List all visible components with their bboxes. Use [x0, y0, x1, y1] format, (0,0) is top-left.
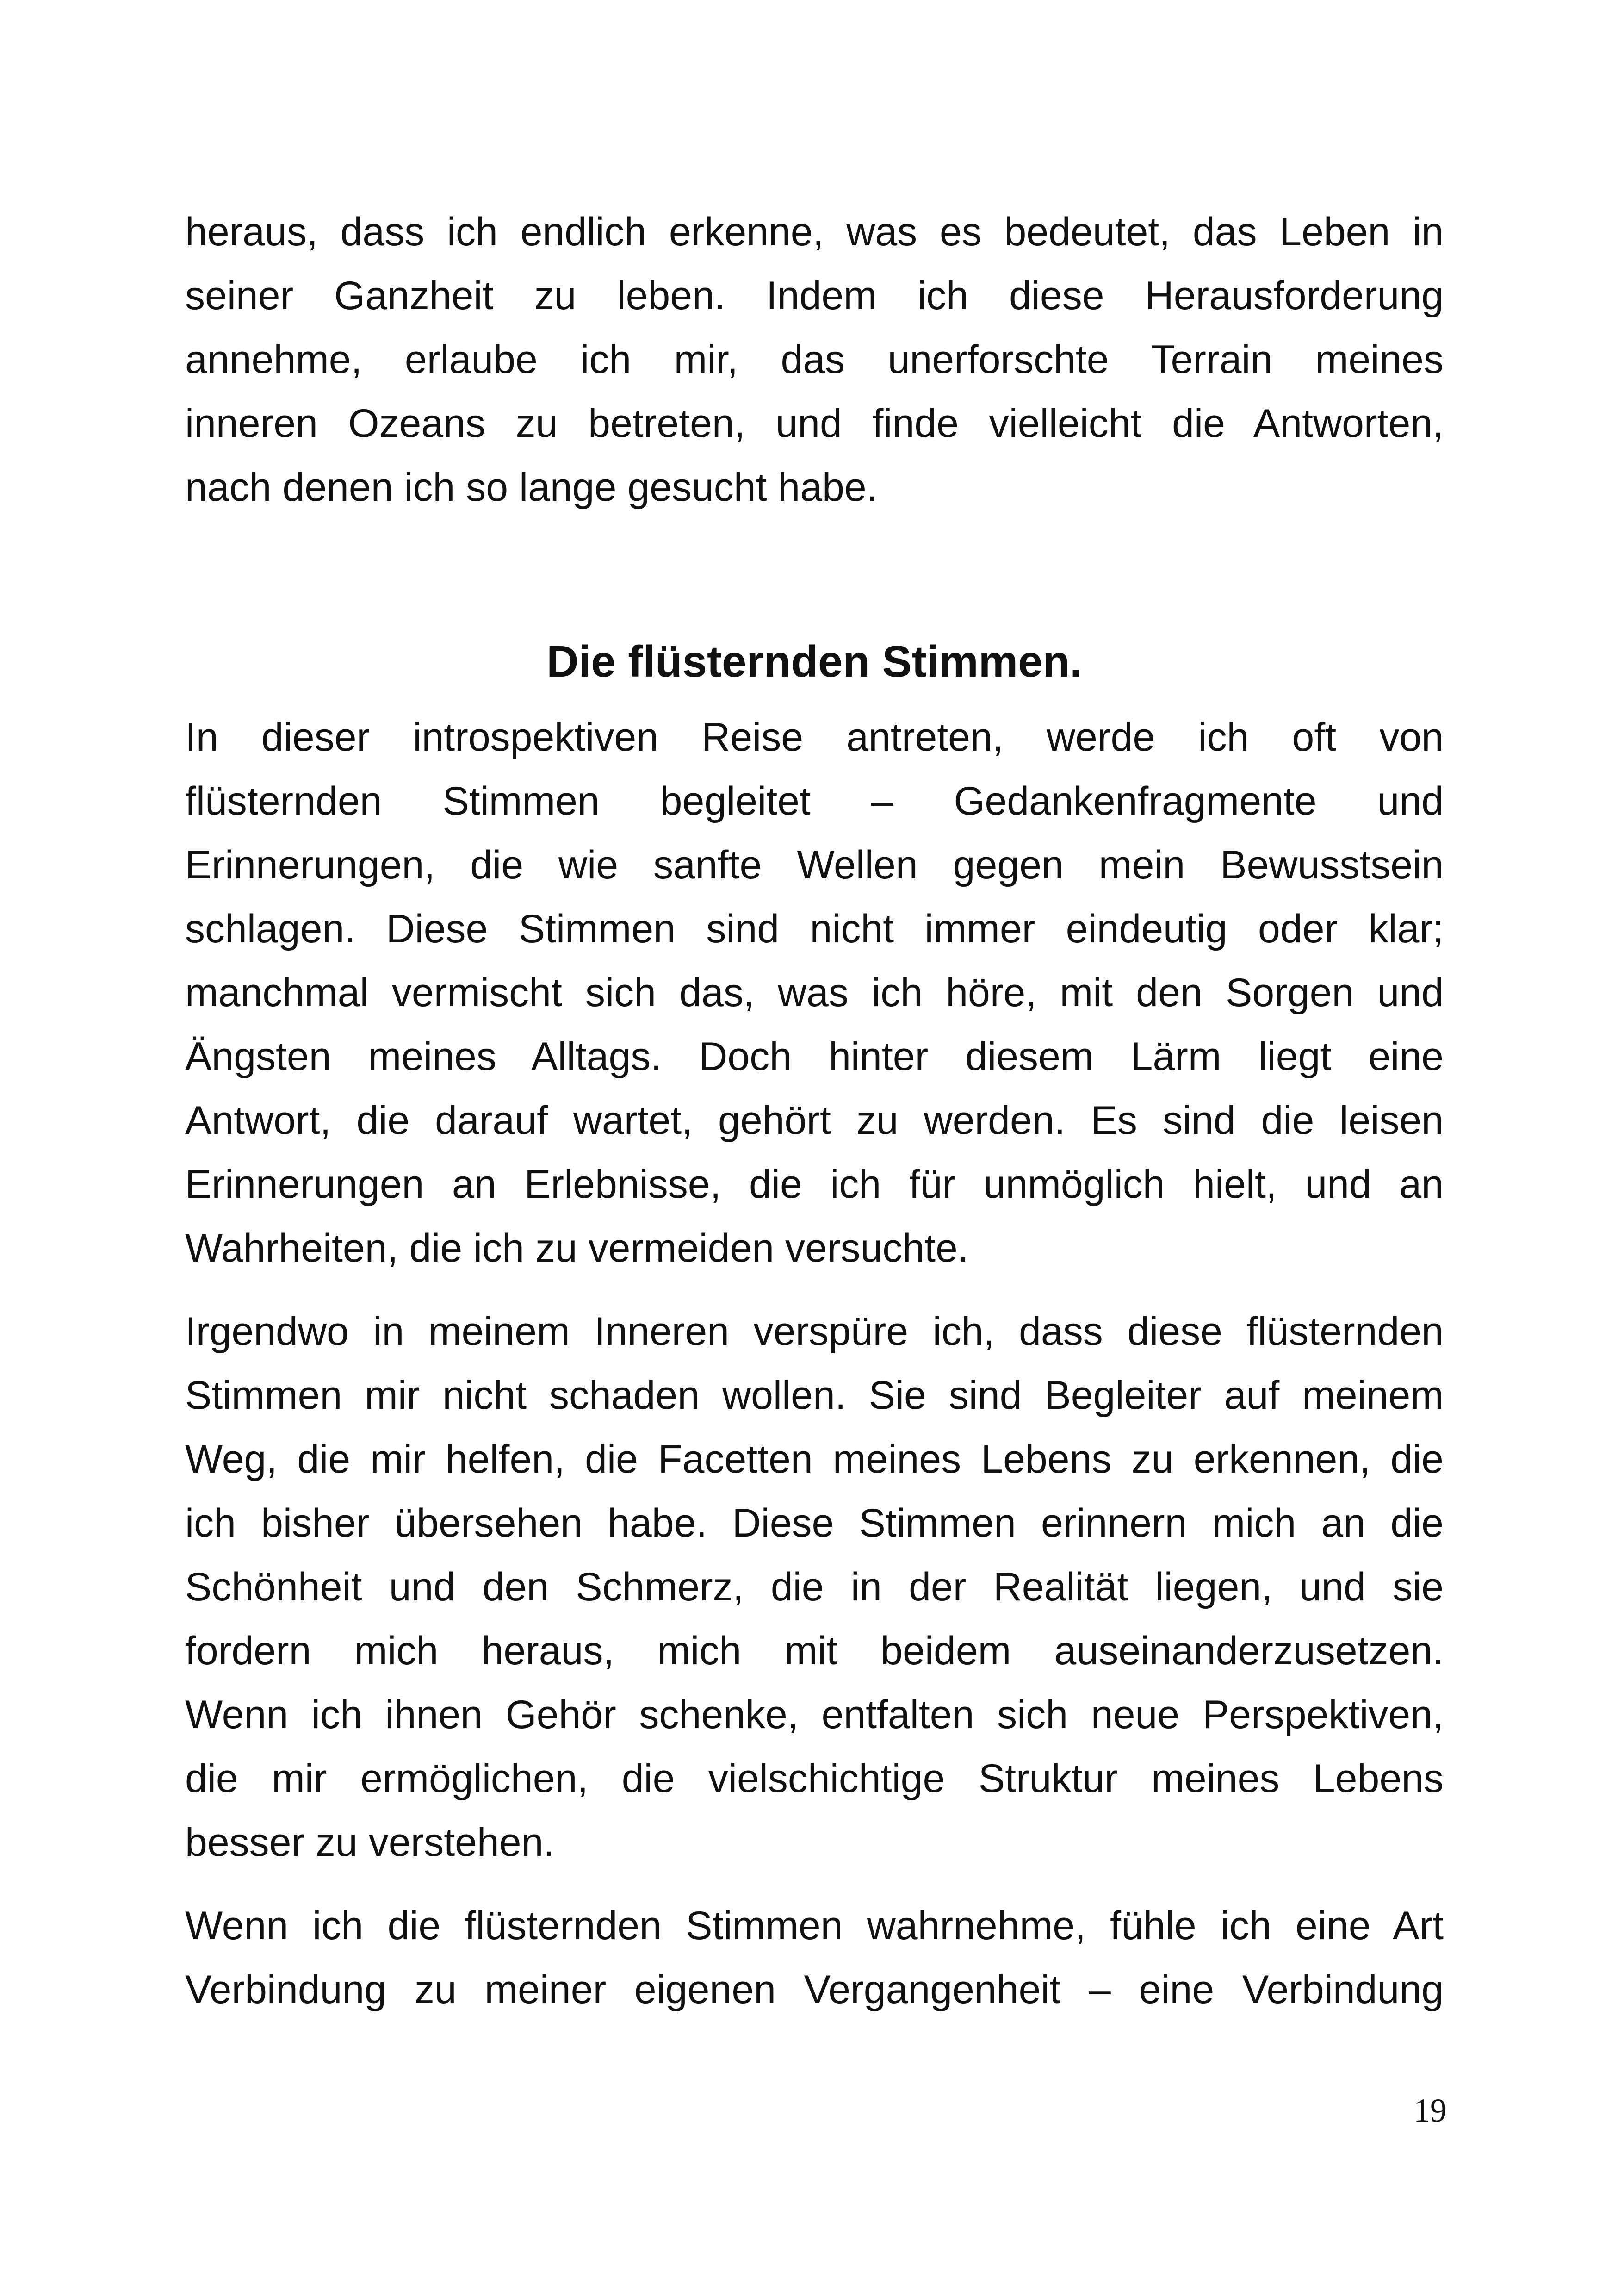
text-line: Weg, die mir helfen, die Facetten meines Lebens zu erkennen, die [185, 1437, 1444, 1481]
paragraph-intro [185, 200, 1444, 519]
text-line: fordern mich heraus, mich mit beidem auseinanderzusetzen. [185, 1629, 1444, 1673]
section-heading: Die flüsternden Stimmen. [546, 637, 1082, 686]
text-line: nach denen ich so lange gesucht habe. [185, 465, 878, 510]
text-line: schlagen. Diese Stimmen sind nicht immer eindeutig oder klar; [185, 907, 1444, 951]
text-line: heraus, dass ich endlich erkenne, was es bedeutet, das Leben in [185, 210, 1444, 254]
text-line: manchmal vermischt sich das, was ich höre, mit den Sorgen und [185, 971, 1444, 1015]
text-line: flüsternden Stimmen begleitet – Gedankenfragmente und [185, 779, 1444, 823]
page-number: 19 [1413, 2092, 1447, 2129]
paragraph [185, 1894, 1444, 2022]
text-line: annehme, erlaube ich mir, das unerforschte Terrain meines [185, 337, 1444, 382]
text-line: Verbindung zu meiner eigenen Vergangenheit – eine Verbindung [185, 1967, 1444, 2012]
paragraph [185, 1300, 1444, 1874]
text-line: Schönheit und den Schmerz, die in der Realität liegen, und sie [185, 1565, 1444, 1609]
text-line: ich bisher übersehen habe. Diese Stimmen erinnern mich an die [185, 1501, 1444, 1545]
text-line: Wahrheiten, die ich zu vermeiden versuchte. [185, 1226, 969, 1270]
text-line: Stimmen mir nicht schaden wollen. Sie sind Begleiter auf meinem [185, 1373, 1444, 1418]
text-line: seiner Ganzheit zu leben. Indem ich diese Herausforderung [185, 274, 1444, 318]
text-line: Wenn ich die flüsternden Stimmen wahrnehme, fühle ich eine Art [185, 1904, 1444, 1948]
text-line: besser zu verstehen. [185, 1820, 555, 1865]
text-line: Wenn ich ihnen Gehör schenke, entfalten sich neue Perspektiven, [185, 1692, 1444, 1737]
text-line: Erinnerungen an Erlebnisse, die ich für unmöglich hielt, und an [185, 1162, 1444, 1207]
text-line: Irgendwo in meinem Inneren verspüre ich, dass diese flüsternden [185, 1309, 1444, 1354]
text-line: In dieser introspektiven Reise antreten, werde ich oft von [185, 715, 1444, 759]
paragraph [185, 705, 1444, 1280]
text-line: Ängsten meines Alltags. Doch hinter diesem Lärm liegt eine [185, 1034, 1444, 1079]
text-line: die mir ermöglichen, die vielschichtige Struktur meines Lebens [185, 1756, 1444, 1801]
text-line: inneren Ozeans zu betreten, und finde vielleicht die Antworten, [185, 401, 1444, 446]
text-line: Erinnerungen, die wie sanfte Wellen gegen mein Bewusstsein [185, 843, 1444, 887]
text-line: Antwort, die darauf wartet, gehört zu werden. Es sind die leisen [185, 1098, 1444, 1143]
